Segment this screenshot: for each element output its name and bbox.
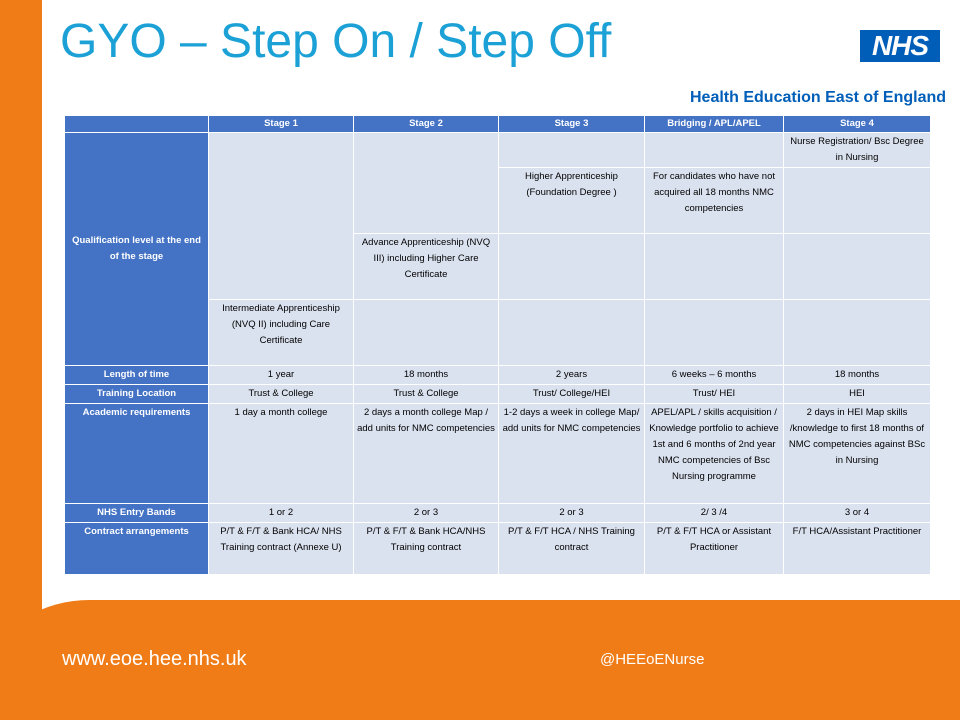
table-cell-empty [645,234,784,300]
nhs-logo: NHS [860,30,940,62]
table-cell: 2 days in HEI Map skills /knowledge to first 18 months of NMC competencies against BSc in Nursing [784,404,931,504]
table-cell: Trust & College [354,385,499,404]
qualification-stage1: Intermediate Apprenticeship (NVQ II) including Care Certificate [209,300,354,366]
table-cell: 2 days a month college Map / add units for NMC competencies [354,404,499,504]
table-cell: 18 months [354,366,499,385]
table-cell-empty [499,133,645,168]
slide-title: GYO – Step On / Step Off [60,15,612,68]
qualification-row-label: Qualification level at the end of the stage [65,133,209,366]
table-cell: P/T & F/T HCA or Assistant Practitioner [645,523,784,575]
organisation-name: Health Education East of England [690,89,947,106]
column-header-stage4: Stage 4 [784,116,931,133]
table-cell: Trust/ HEI [645,385,784,404]
table-cell: 2 or 3 [499,504,645,523]
column-header-stage2: Stage 2 [354,116,499,133]
table-cell: Trust/ College/HEI [499,385,645,404]
table-cell: 1 year [209,366,354,385]
table-cell-empty [784,234,931,300]
table-cell-empty [645,133,784,168]
table-cell: HEI [784,385,931,404]
table-header-row [65,116,931,133]
table-cell: 1 or 2 [209,504,354,523]
row-label-bands: NHS Entry Bands [65,504,209,523]
table-cell: 1-2 days a week in college Map/ add units for NMC competencies [499,404,645,504]
footer-twitter-handle: @HEEoENurse [600,651,705,668]
column-header-blank [65,116,209,133]
table-cell: 3 or 4 [784,504,931,523]
column-header-stage1: Stage 1 [209,116,354,133]
table-cell: 2 years [499,366,645,385]
table-cell: 6 weeks – 6 months [645,366,784,385]
column-header-bridging: Bridging / APL/APEL [645,116,784,133]
qualification-stage4: Nurse Registration/ Bsc Degree in Nursing [784,133,931,168]
table-cell-empty [499,234,645,300]
table-cell: P/T & F/T & Bank HCA/NHS Training contract [354,523,499,575]
qualification-stage2: Advance Apprenticeship (NVQ III) including Higher Care Certificate [354,234,499,300]
table-cell: 1 day a month college [209,404,354,504]
table-row-length [65,366,931,385]
table-cell-empty [499,300,645,366]
table-cell: F/T HCA/Assistant Practitioner [784,523,931,575]
table-cell: 2 or 3 [354,504,499,523]
table-cell-empty [784,168,931,234]
table-cell: P/T & F/T HCA / NHS Training contract [499,523,645,575]
table-cell: 18 months [784,366,931,385]
table-row-contract [65,523,931,575]
qualification-stage3: Higher Apprenticeship (Foundation Degree ) [499,168,645,234]
row-label-academic: Academic requirements [65,404,209,504]
row-label-location: Training Location [65,385,209,404]
table-cell-empty [354,133,499,234]
stages-table [64,115,931,575]
table-cell: Trust & College [209,385,354,404]
row-label-contract: Contract arrangements [65,523,209,575]
footer-website: www.eoe.hee.nhs.uk [62,648,247,670]
column-header-stage3: Stage 3 [499,116,645,133]
table-cell-empty [209,133,354,300]
table-cell: 2/ 3 /4 [645,504,784,523]
qualification-bridging: For candidates who have not acquired all 18 months NMC competencies [645,168,784,234]
table-cell: APEL/APL / skills acquisition / Knowledge portfolio to achieve 1st and 6 months of 2nd year NMC competencies of Bsc Nursing programme [645,404,784,504]
qualification-row-1 [65,133,931,168]
table-row-bands [65,504,931,523]
table-row-location [65,385,931,404]
table-row-academic [65,404,931,504]
table-cell-empty [784,300,931,366]
table-cell-empty [645,300,784,366]
row-label-length: Length of time [65,366,209,385]
table-cell-empty [354,300,499,366]
table-cell: P/T & F/T & Bank HCA/ NHS Training contract (Annexe U) [209,523,354,575]
